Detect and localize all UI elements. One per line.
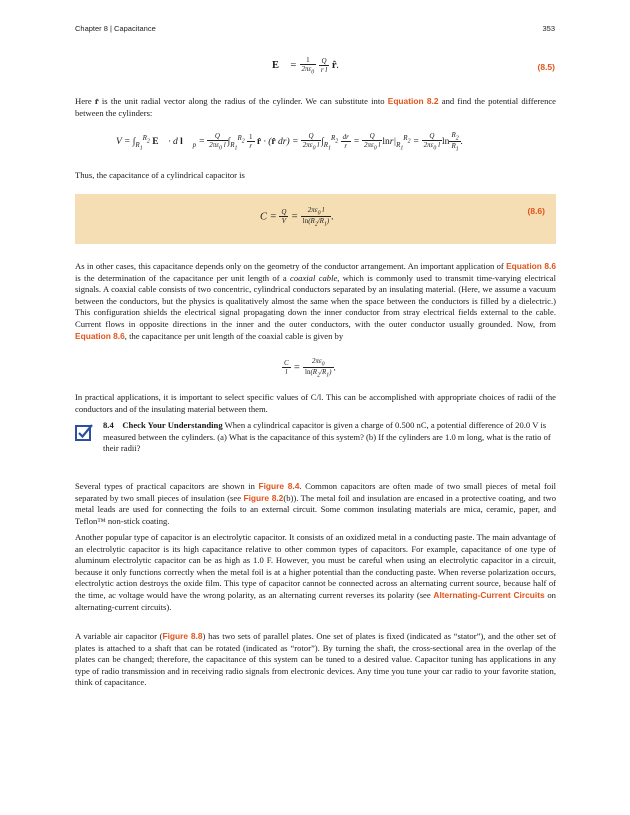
equation-potential-difference: $V = \int_{R_1}^{R_2}$ E⃗ · d l⃗ $_p$ = $\frac{Q}{2\pi\varepsilon_0 l}$ $\int_{R_1}^{R_2}$ $\frac{1}{r}$ r̂ · (r̂ dr) = $\frac{Q}{2\pi\varepsilon_0 l}$ $\int_{R_1}^{R_2}$ $\frac{dr}{r}$ = $\frac{Q}{2\pi\varepsilon_0 l}$ $\ln r|_{R_1}^{R_2}$ = $\frac{Q}{2\pi\varepsilon_0 l}$ ln $\frac{R_2}{R_1}$ .	[116, 131, 464, 153]
check-your-understanding-text: 8.4 Check Your Understanding When a cylindrical capacitor is given a charge of 0.500 nC, a potential difference of 20.0 V is measured between the cylinders. (a) What is the capacitance of this system? (b) If the cylinders are 1.0 m long, what is the ratio of their radii?	[103, 420, 551, 454]
paragraph-variable-air-capacitor: A variable air capacitor (Figure 8.8) has two sets of parallel plates. One set of plates is fixed (indicated as “stator”), and the other set of plates is attached to a shaft that can be rotated (indicated as “rotor”). By turning the shaft, the cross-sectional area in the overlap of the plates can be changed; therefore, the capacitance of this system can be tuned to a desired value. Capacitor tuning has applications in any type of radio transmission and in receiving radio signals from electronic devices. Any time you tune your car radio to your favorite station, think of capacitance.	[75, 631, 556, 688]
page-number: 353	[542, 24, 555, 33]
link-equation-8-6[interactable]: Equation 8.6	[506, 261, 556, 271]
page-header	[75, 24, 555, 36]
link-equation-8-6-second[interactable]: Equation 8.6	[75, 330, 125, 341]
equation-8-5: E⃗ = $\frac{1}{2\pi\varepsilon_0}$ $\frac{Q}{\text{r l}}$ r̂.	[272, 56, 340, 76]
equation-8-6-label: (8.6)	[527, 206, 545, 216]
link-figure-8-2[interactable]: Figure 8.2	[243, 492, 284, 503]
equation-capacitance-per-length: $\frac{C}{l}$ = $\frac{2\pi\varepsilon_0}{\ln(R_2/R_1)}$ .	[284, 357, 337, 379]
paragraph-practical-applications: In practical applications, it is important to select specific values of C/l. This can be accomplished with appropriate choices of radii of the conductors and of the insulating material between them.	[75, 392, 556, 414]
equation-8-5-label: (8.5)	[537, 62, 555, 72]
cyu-title: Check Your Understanding	[122, 420, 223, 430]
link-equation-8-2[interactable]: Equation 8.2	[387, 96, 439, 106]
chapter-title: Chapter 8 | Capacitance	[75, 24, 156, 33]
link-figure-8-4[interactable]: Figure 8.4	[258, 481, 300, 491]
checkbox-pencil-icon	[75, 422, 95, 442]
cyu-number: 8.4	[103, 420, 114, 430]
paragraph-capacitance-intro: Thus, the capacitance of a cylindrical capacitor is	[75, 170, 245, 180]
link-alternating-current-circuits[interactable]: Alternating-Current Circuits	[433, 589, 545, 600]
paragraph-coaxial-cable: As in other cases, this capacitance depends only on the geometry of the conductor arrangement. An important application of Equation 8.6 is the determination of the capacitance per unit length of a coaxial cable, which is commonly used to transmit time-varying electrical signals. A coaxial cable consists of two concentric, cylindrical conductors separated by an insulating material. (Here, we assume a vacuum between the conductors, but the physics is qualitatively almost the same when the space between the conductors is filled by a dielectric.) This configuration shields the electrical signal propagating down the inner conductor from stray electrical fields external to the cable. Current flows in opposite directions in the inner and the outer conductors, with the outer conductor usually grounded. Now, from Equation 8.6, the capacitance per unit length of the coaxial cable is given by	[75, 261, 556, 341]
link-figure-8-8[interactable]: Figure 8.8	[162, 631, 203, 641]
paragraph-intro: Here r̂ is the unit radial vector along the radius of the cylinder. We can substitute into Equation 8.2 and find the potential difference between the cylinders:	[75, 96, 556, 118]
equation-8-6: C = $\frac{Q}{V}$ = $\frac{2\pi\varepsilon_0 l}{\ln(R_2/R_1)}$ .	[260, 206, 334, 228]
paragraph-practical-capacitors: Several types of practical capacitors are shown in Figure 8.4. Common capacitors are often made of two small pieces of metal foil separated by two small pieces of insulation (see Figure 8.2(b)). The metal foil and insulation are encased in a protective coating, and two metal leads are used for connecting the foils to an external circuit. Some common insulating materials are mica, ceramic, paper, and Teflon™ non-stick coating.	[75, 481, 556, 526]
paragraph-electrolytic-capacitor: Another popular type of capacitor is an electrolytic capacitor. It consists of an oxidized metal in a conducting paste. The main advantage of an electrolytic capacitor is its high capacitance relative to other common types of capacitors. For example, capacitance of one type of aluminum electrolytic capacitor can be as high as 1.0 F. However, you must be careful when using an electrolytic capacitor in a circuit, because it only functions correctly when the metal foil is at a higher potential than the conducting paste. When reverse polarization occurs, electrolytic action destroys the oxide film. This type of capacitor cannot be connected across an alternating current source, because half of the time, ac voltage would have the wrong polarity, as an alternating current reverses its polarity (see Alternating-Current Circuits on alternating-current circuits).	[75, 532, 556, 612]
